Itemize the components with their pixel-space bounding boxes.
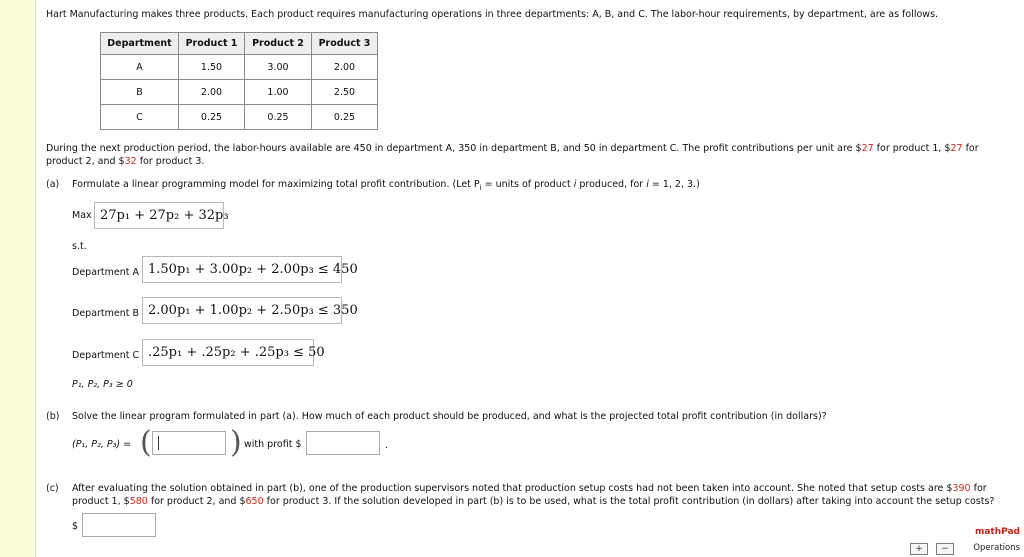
constraint-label-b: Department B: [72, 308, 140, 319]
objective-input[interactable]: 27p₁ + 27p₂ + 32p₃: [94, 202, 224, 229]
with-profit-label: with profit $: [244, 439, 302, 450]
constraint-a-input[interactable]: 1.50p₁ + 3.00p₂ + 2.00p₃ ≤ 450: [142, 256, 342, 283]
solution-input[interactable]: [152, 431, 226, 455]
setup-cost-2: 580: [129, 496, 148, 507]
profit-product-1: 27: [861, 143, 874, 154]
period: .: [385, 440, 389, 451]
table-row: [101, 105, 378, 130]
part-c-label: (c): [46, 483, 59, 494]
part-a-label: (a): [46, 179, 60, 190]
intro-text: Hart Manufacturing makes three products. Each product requires manufacturing operations in three departments: A, B, and C. The labor-hour requirements, by department, are as follows.: [46, 9, 939, 20]
table-header-row: [101, 33, 378, 55]
mathpad-operations-label[interactable]: Operations: [973, 543, 1020, 553]
part-b-label: (b): [46, 411, 60, 422]
during-text-line-1: During the next production period, the labor-hours available are 450 in department A, 350 in department B, and 50 in department C. The profit contributions per unit are $27 for product 1, $27 for: [46, 143, 979, 154]
profit-product-2: 27: [950, 143, 963, 154]
table-cell: 0.25: [245, 105, 312, 130]
text-cursor: [158, 436, 159, 450]
left-margin-bar: [0, 0, 36, 557]
header-department: Department: [101, 33, 179, 55]
constraint-label-a: Department A: [72, 267, 140, 278]
part-b-question: Solve the linear program formulated in part (a). How much of each product should be produced, and what is the projected total profit contribution (in dollars)?: [72, 411, 827, 422]
part-c-line-2: product 1, $580 for product 2, and $650 for product 3. If the solution developed in part (b) is to be used, what is the total profit contribution (in dollars) after taking into account the setup costs?: [72, 496, 995, 507]
setup-cost-3: 650: [245, 496, 264, 507]
table-cell: 2.50: [312, 80, 378, 105]
mathpad-widget[interactable]: [962, 527, 1020, 557]
table-cell: 1.50: [179, 55, 245, 80]
table-cell: 2.00: [312, 55, 378, 80]
question-content: [46, 0, 1014, 557]
header-product-1: Product 1: [179, 33, 245, 55]
st-label: s.t.: [72, 241, 87, 252]
table-cell: A: [101, 55, 179, 80]
table-cell: C: [101, 105, 179, 130]
table-cell: 0.25: [179, 105, 245, 130]
part-c-line-1: After evaluating the solution obtained in part (b), one of the production supervisors noted that production setup costs had not been taken into account. She noted that setup costs are $390 for: [72, 483, 987, 494]
setup-cost-1: 390: [952, 483, 971, 494]
table-cell: 3.00: [245, 55, 312, 80]
profit-input[interactable]: [306, 431, 380, 455]
nonnegativity-text: P₁, P₂, P₃ ≥ 0: [72, 379, 133, 390]
table-row: [101, 80, 378, 105]
constraint-c-input[interactable]: .25p₁ + .25p₂ + .25p₃ ≤ 50: [142, 339, 314, 366]
table-cell: 2.00: [179, 80, 245, 105]
requirements-table: [100, 32, 378, 130]
solution-tuple-label: (P₁, P₂, P₃) =: [72, 439, 132, 450]
constraint-label-c: Department C: [72, 350, 140, 361]
dollar-sign: $: [72, 521, 79, 532]
table-cell: 1.00: [245, 80, 312, 105]
during-text-line-2: product 2, and $32 for product 3.: [46, 156, 205, 167]
right-paren: ): [230, 425, 242, 460]
max-label: Max: [72, 210, 92, 221]
table-cell: 0.25: [312, 105, 378, 130]
constraint-b-input[interactable]: 2.00p₁ + 1.00p₂ + 2.50p₃ ≤ 350: [142, 297, 342, 324]
table-row: [101, 55, 378, 80]
part-a-question: Formulate a linear programming model for maximizing total profit contribution. (Let $P_i$ = units of product i produced, for i = 1, 2, 3.): [72, 179, 700, 192]
header-product-3: Product 3: [312, 33, 378, 55]
minus-icon[interactable]: −: [936, 543, 954, 555]
mathpad-logo: mathPad: [974, 527, 1020, 537]
header-product-2: Product 2: [245, 33, 312, 55]
table-cell: B: [101, 80, 179, 105]
left-paren: (: [140, 425, 152, 460]
plus-icon[interactable]: +: [910, 543, 928, 555]
profit-product-3: 32: [124, 156, 137, 167]
adjusted-profit-input[interactable]: [82, 513, 156, 537]
